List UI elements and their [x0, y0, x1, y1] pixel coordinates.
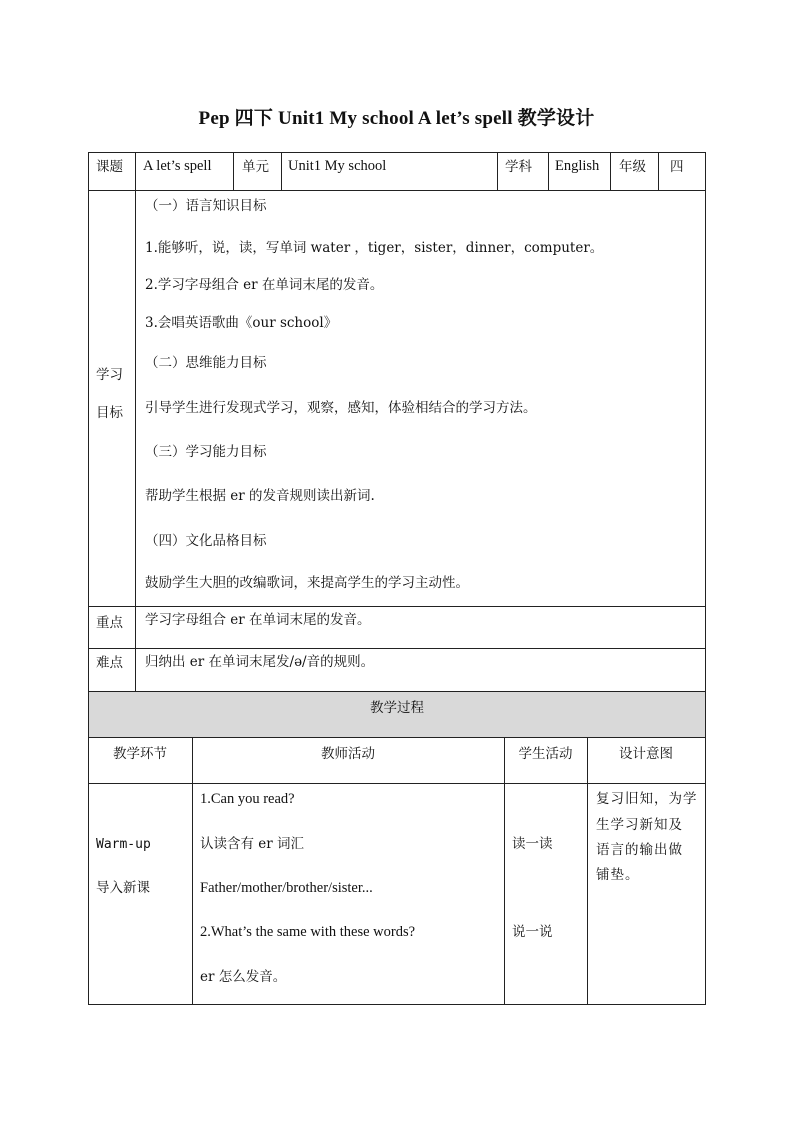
- process-heading: 教学过程: [370, 700, 424, 716]
- objective-item: 引导学生进行发现式学习，观察，感知，体验相结合的学习方法。: [145, 400, 537, 416]
- teacher-activity: 认读含有 er 词汇: [200, 836, 305, 852]
- unit-value: Unit1 My school: [288, 158, 387, 174]
- objective-item: 帮助学生根据 er 的发音规则读出新词.: [145, 488, 375, 504]
- lesson-plan-table: [88, 152, 706, 1005]
- key-point-text: 学习字母组合 er 在单词末尾的发音。: [145, 612, 371, 628]
- student-activity: 读一读: [512, 836, 553, 852]
- design-intent-line: 复习旧知，为学: [596, 791, 698, 807]
- objective-heading-3: （三）学习能力目标: [145, 444, 267, 460]
- objectives-label-line2: 目标: [96, 405, 123, 421]
- objective-item: 2.学习字母组合 er 在单词末尾的发音。: [145, 277, 384, 293]
- objectives-label-line1: 学习: [96, 367, 123, 383]
- teacher-activity: Father/mother/brother/sister...: [200, 880, 373, 896]
- stage-subtitle: 导入新课: [96, 880, 150, 896]
- document-title: Pep 四下 Unit1 My school A let’s spell 教学设计: [198, 108, 595, 129]
- design-intent-line: 生学习新知及: [596, 817, 683, 833]
- column-header-intent: 设计意图: [619, 746, 673, 762]
- objective-item: 3.会唱英语歌曲《our school》: [145, 315, 338, 331]
- design-intent-line: 铺垫。: [596, 867, 640, 883]
- grade-value: 四: [670, 159, 684, 175]
- subject-label: 学科: [505, 159, 532, 175]
- topic-label: 课题: [96, 159, 123, 175]
- column-header-student: 学生活动: [518, 746, 573, 762]
- objective-heading-2: （二）思维能力目标: [145, 355, 267, 371]
- grade-label: 年级: [619, 159, 646, 175]
- objective-heading-1: （一）语言知识目标: [145, 198, 267, 214]
- column-header-teacher: 教师活动: [321, 746, 375, 762]
- difficulty-label: 难点: [96, 655, 123, 671]
- objective-item: 鼓励学生大胆的改编歌词，来提高学生的学习主动性。: [145, 575, 469, 591]
- student-activity: 说一说: [512, 924, 553, 940]
- teacher-activity: 2.What’s the same with these words?: [200, 924, 416, 940]
- objective-item: 1.能够听，说，读，写单词 water ，tiger，sister，dinner，computer。: [145, 240, 604, 256]
- key-point-label: 重点: [96, 615, 123, 631]
- topic-value: A let’s spell: [143, 158, 212, 174]
- unit-label: 单元: [242, 159, 269, 175]
- objective-heading-4: （四）文化品格目标: [145, 533, 267, 549]
- stage-name: Warm-up: [96, 837, 151, 852]
- teacher-activity: er 怎么发音。: [200, 969, 287, 985]
- difficulty-text: 归纳出 er 在单词末尾发/ə/音的规则。: [145, 654, 375, 670]
- subject-value: English: [555, 158, 600, 174]
- teacher-activity: 1.Can you read?: [200, 791, 295, 807]
- design-intent-line: 语言的输出做: [596, 842, 683, 858]
- column-header-stage: 教学环节: [113, 746, 167, 762]
